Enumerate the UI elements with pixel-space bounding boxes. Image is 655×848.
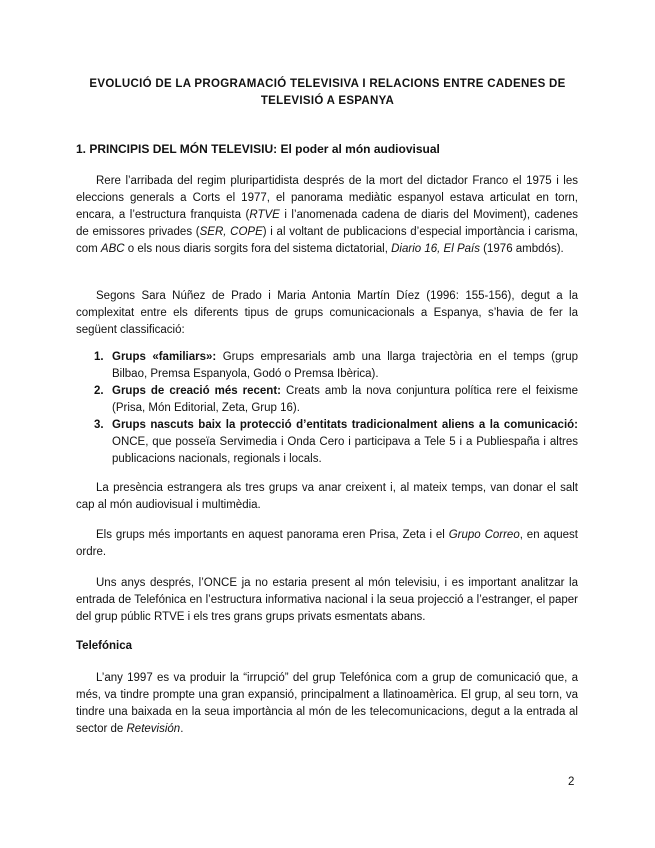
paragraph-intro (76, 173, 578, 258)
list-number: 2. (94, 385, 104, 397)
document-title: EVOLUCIÓ DE LA PROGRAMACIÓ TELEVISIVA I RELACIONS ENTRE CADENES DE TELEVISIÓ A ESPANYA (89, 78, 566, 107)
para6-italic-retevision: Retevisión (126, 723, 181, 735)
para1-italic-ser-cope: SER, COPE (199, 226, 263, 238)
para1-italic-diaris: Diario 16, El País (391, 243, 480, 255)
para1-text-1: Rere l’arribada del regim pluripartidista després de la mort del dictador Franco el 1975 i les eleccions generals a Corts el 1977, el panorama mediàtic espanyol estava articulat en torn, encara, a l’estructura franquista ( (76, 175, 578, 221)
para1-text-4: o els nous diaris sorgits fora del sistema dictatorial, (124, 243, 392, 255)
para6-text-2: . (180, 723, 184, 735)
list-number: 3. (94, 419, 104, 431)
list-item-text: Creats amb la nova conjuntura política rere el feixisme (Prisa, Món Editorial, Zeta, Grup 16). (112, 385, 578, 414)
para1-italic-rtve: RTVE (249, 209, 280, 221)
paragraph-presencia: La presència estrangera als tres grups va anar creixent i, al mateix temps, van donar el salt cap al món audiovisual i multimèdia. (76, 482, 578, 511)
para1-italic-abc: ABC (100, 243, 125, 255)
list-item-text: Grups empresarials amb una llarga trajectòria en el temps (grup Bilbao, Premsa Espanyola, Godó o Premsa Ibèrica). (112, 351, 578, 380)
para4-text-2: , en aquest ordre. (76, 529, 579, 558)
groups-list (76, 349, 578, 468)
paragraph-grups (76, 527, 578, 561)
list-item-text: ONCE, que posseïa Servimedia i Onda Cero i participava a Tele 5 i a Publiespaña i altres publicacions nacionals, regionals i locals. (112, 436, 578, 465)
section-heading-principis: 1. PRINCIPIS DEL MÓN TELEVISIU: El poder al món audiovisual (76, 142, 440, 156)
para6-text-1: L’any 1997 es va produir la “irrupció” del grup Telefónica com a grup de comunicació que, a més, va tindre prompte una gran expansió, principalment a llatinoamèrica. El grup, al seu torn, va tindre una baixada en la seua importància al món de les telecomunicacions, degut a la entrada al sector de (76, 672, 578, 735)
list-item-title: Grups nascuts baix la protecció d’entitats tradicionalment aliens a la comunicació: (112, 419, 578, 431)
list-item-title: Grups «familiars»: (112, 351, 217, 363)
list-item (76, 349, 578, 383)
para1-text-5: (1976 ambdós). (479, 243, 564, 255)
list-item (76, 417, 578, 468)
list-number: 1. (94, 351, 104, 363)
para1-text-2: i l’anomenada cadena de diaris del Moviment), cadenes de emissores privades ( (76, 209, 578, 238)
paragraph-classificacio: Segons Sara Núñez de Prado i Maria Antonia Martín Díez (1996: 155-156), degut a la complexitat entre els diferents tipus de grups comunicacionals a Espanya, s’havia de fer la següent classificació: (76, 290, 578, 336)
page-number: 2 (568, 776, 575, 788)
list-item (76, 383, 578, 417)
paragraph-telefonica (76, 670, 578, 738)
para4-text-1: Els grups més importants en aquest panorama eren Prisa, Zeta i el (96, 529, 449, 541)
para4-italic-grupo-correo: Grupo Correo (448, 529, 520, 541)
paragraph-once: Uns anys després, l’ONCE ja no estaria present al món televisiu, i es important analitzar la entrada de Telefónica en l’estructura informativa nacional i la seua projecció a l’estranger, el paper del grup públic RTVE i els tres grans grups privats esmentats abans. (76, 577, 578, 623)
para1-text-3: ) i al voltant de publicacions d’especial importància i carisma, com (76, 226, 578, 255)
list-item-title: Grups de creació més recent: (112, 385, 281, 397)
section-heading-telefonica: Telefónica (76, 640, 133, 652)
